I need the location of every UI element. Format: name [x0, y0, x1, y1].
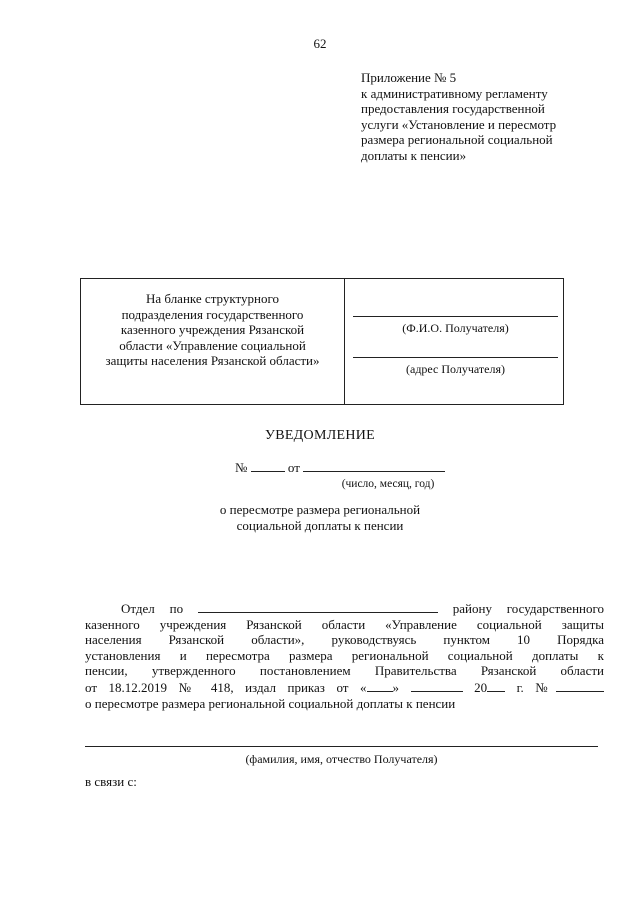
subject-line: о пересмотре размера региональной	[219, 502, 421, 517]
letterhead-line: На бланке структурного	[146, 291, 279, 306]
body-line-1	[85, 600, 604, 617]
order-number-blank	[556, 679, 604, 692]
letterhead-box	[80, 278, 564, 405]
number-blank	[251, 459, 285, 472]
appendix-line: Приложение № 5	[361, 70, 457, 85]
date-blank	[303, 459, 445, 472]
district-blank	[198, 600, 438, 613]
order-text: от 18.12.2019 № 418, издал приказ от «	[85, 679, 367, 695]
from-label: от	[287, 460, 300, 475]
body-line-2: казенного учреждения Рязанской области «Управление социальной защиты	[85, 616, 604, 632]
recipient-name-caption: (Ф.И.О. Получателя)	[402, 321, 509, 335]
body-line-7: о пересмотре размера региональной социальной доплаты к пенсии	[85, 695, 456, 711]
recipient-fullname-caption: (фамилия, имя, отчество Получателя)	[245, 752, 438, 766]
body-line-5: пенсии, утвержденного постановлением Правительства Рязанской области	[85, 663, 604, 679]
order-day-blank	[367, 679, 393, 692]
recipient-name-line	[353, 316, 558, 317]
appendix-header	[361, 70, 631, 164]
subject-line: социальной доплаты к пенсии	[236, 517, 404, 533]
order-number-label: г. №	[516, 679, 557, 695]
number-label: №	[235, 460, 248, 475]
appendix-line: размера региональной социальной	[361, 132, 553, 148]
reason-label: в связи с:	[85, 774, 137, 789]
recipient-fullname-line	[85, 746, 598, 747]
letterhead-line: подразделения государственного	[121, 306, 304, 322]
date-caption: (число, месяц, год)	[341, 478, 435, 490]
page-number: 62	[313, 36, 327, 51]
order-year: 20	[474, 679, 488, 695]
notice-body	[85, 600, 604, 711]
notice-title: УВЕДОМЛЕНИЕ	[264, 428, 376, 443]
recipient-address-caption: (адрес Получателя)	[406, 362, 505, 376]
body-line-6	[85, 679, 604, 696]
appendix-line: услуги «Установление и пересмотр	[361, 116, 557, 132]
appendix-line: доплаты к пенсии»	[361, 147, 467, 163]
appendix-line: предоставления государственной	[361, 101, 545, 117]
letterhead-line: области «Управление социальной	[119, 337, 306, 353]
appendix-line: к административному регламенту	[361, 85, 548, 101]
body-line-4: установления и пересмотра размера региональной социальной доплаты к	[85, 647, 604, 663]
box-divider	[344, 279, 345, 404]
body-line-3: населения Рязанской области», руководствуясь пунктом 10 Порядка	[85, 632, 604, 648]
order-month-blank	[411, 679, 463, 692]
letterhead-line: казенного учреждения Рязанской	[120, 322, 305, 338]
recipient-address-line	[353, 357, 558, 358]
letterhead-line: защиты населения Рязанской области»	[105, 353, 320, 369]
order-quote: »	[392, 679, 400, 695]
district-suffix: району государственного	[452, 601, 604, 616]
department-label: Отдел по	[121, 601, 184, 616]
letterhead-note	[81, 291, 344, 369]
order-year-blank	[487, 679, 505, 692]
notice-subject	[0, 502, 640, 533]
notice-number-line	[235, 459, 445, 476]
